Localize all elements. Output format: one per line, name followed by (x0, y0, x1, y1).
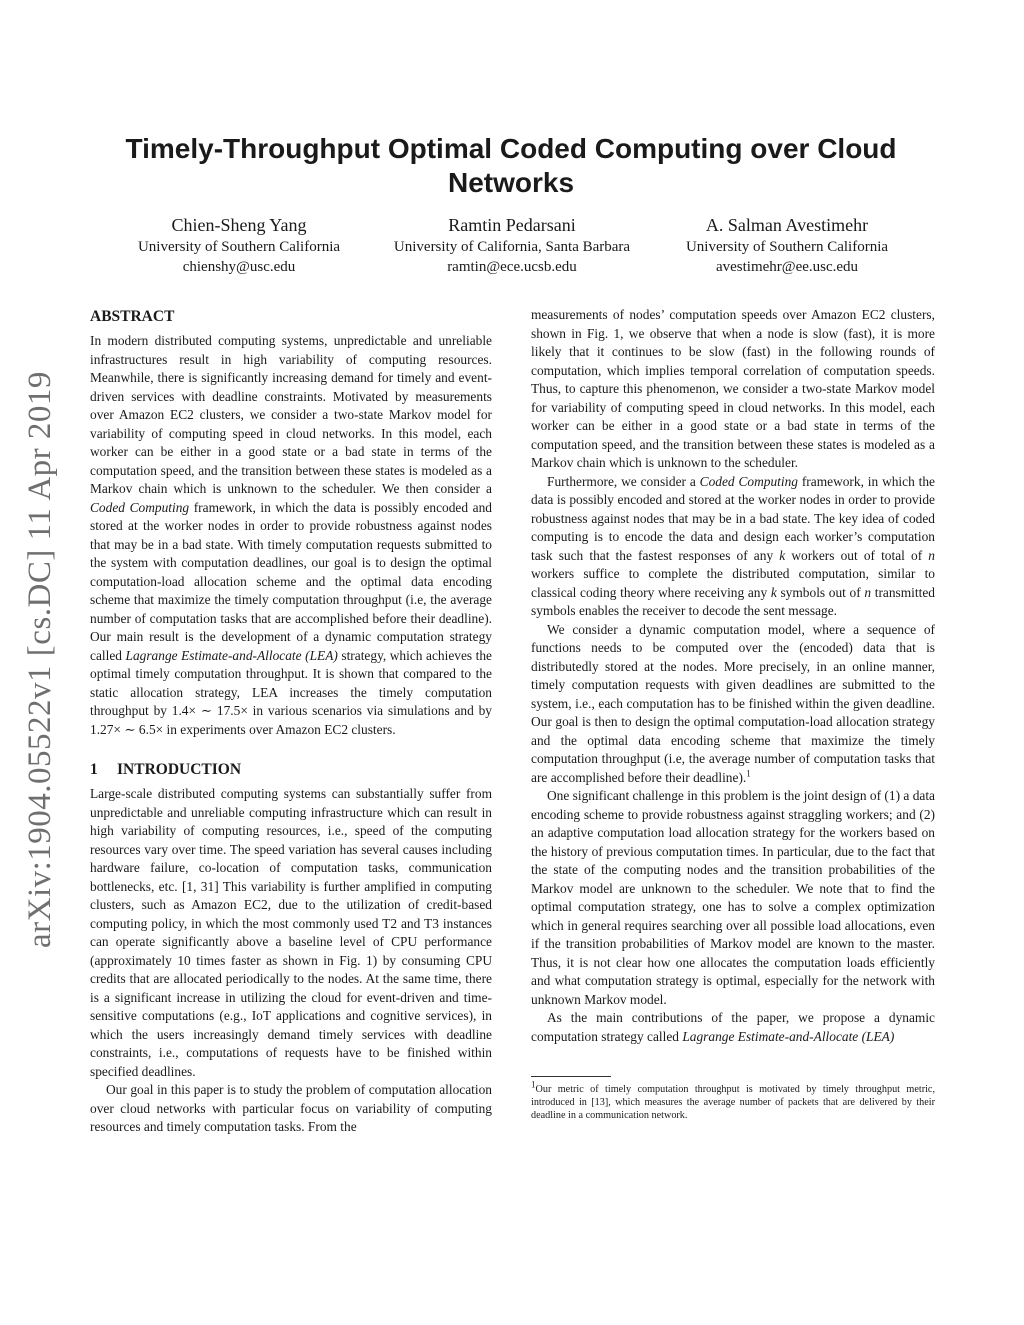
author-name: Chien-Sheng Yang (171, 215, 307, 235)
author-email: avestimehr@ee.usc.edu (715, 259, 859, 275)
body-paragraph: One significant challenge in this problem is the joint design of (1) a data encoding scheme to provide robustness against straggling workers; and (2) an adaptive computation load allocation strategy for the workers based on the history of previous computation times. In particular, due to the fact that the state of the computing nodes and the transition probabilities of the Markov model are unknown to the scheduler. We note that to find the optimal computation strategy, one has to solve a complex optimization which in general requires searching over all possible load allocations, even if the transition probabilities of Markov model are known to the master. Thus, it is not clear how one allocates the computation loads efficiently and what computation strategy is optimal, especially for the network with unknown Markov model. (531, 788, 935, 1007)
author-block (383, 213, 641, 277)
left-column (90, 306, 492, 1137)
body-paragraph: Furthermore, we consider a Coded Computing framework, in which the data is possibly encoded and stored at the worker nodes in order to provide robustness against nodes that may be in a bad state. The key idea of coded computing is to encode the data and design each worker’s computation task such that the fastest responses of any k workers out of total of n workers suffice to complete the distributed computation, similar to classical coding theory where receiving any k symbols out of n transmitted symbols enables the receiver to decode the sent message. (531, 473, 936, 618)
intro-paragraph: Our goal in this paper is to study the problem of computation allocation over cloud networks with particular focus on variability of computing resources and timely computation tasks. From the (90, 1082, 492, 1134)
author-name: A. Salman Avestimehr (705, 215, 869, 235)
body-paragraph: We consider a dynamic computation model, where a sequence of functions needs to be computed over the (encoded) data that is distributedly stored at the nodes. More precisely, in an online manner, timely computation requests with given deadlines are submitted to the system, i.e., each computation has to be finished within the given deadline. Our goal is then to design the optimal computation-load allocation strategy and the optimal data encoding scheme that maximize the timely computation throughput (i.e, the average number of computation tasks that are accomplished before their deadline).$^1$ (531, 621, 935, 785)
footnote-divider (531, 1076, 611, 1077)
paper-title: Timely-Throughput Optimal Coded Computing over Cloud Networks (125, 133, 897, 198)
section-heading-introduction: 1 INTRODUCTION (90, 761, 242, 778)
author-block (110, 213, 368, 277)
author-block (656, 213, 918, 277)
author-email: chienshy@usc.edu (182, 259, 296, 275)
author-affiliation: University of Southern California (137, 239, 341, 255)
author-affiliation: University of Southern California (685, 239, 889, 255)
arxiv-identifier: arXiv:1904.05522v1 [cs.DC] 11 Apr 2019 (22, 371, 58, 949)
footnote-ref: 1 (746, 768, 751, 779)
body-paragraph: As the main contributions of the paper, we propose a dynamic computation strategy called Lagrange Estimate-and-Allocate (LEA) (531, 1010, 935, 1044)
body-paragraph: measurements of nodes’ computation speeds over Amazon EC2 clusters, shown in Fig. 1, we observe that when a node is slow (fast), it is more likely that it continues to be slow (fast) in the following rounds of computation, which implies temporal correlation of computation speeds. Thus, to capture this phenomenon, we consider a two-state Markov model for variability of computing speed in cloud networks. In this model, each worker can be either in a good state or a bad state in terms of the computation speed, and the transition between these states is modeled as a Markov chain which is unknown to the scheduler. (531, 307, 935, 470)
intro-paragraph: Large-scale distributed computing systems can substantially suffer from unpredictable and unreliable computing infrastructure which can result in high variability of computing resources, i.e., speed of the computing resources vary over time. The speed variation has several causes including hardware failure, co-location of computation tasks, communication bottlenecks, etc. [1, 31] This variability is further amplified in computing clusters, such as Amazon EC2, due to the utilization of credit-based computing policy, in which the most commonly used T2 and T3 instances can operate significantly above a baseline level of CPU performance (approximately 10 times faster as shown in Fig. 1) by consuming CPU credits that are allocated periodically to the nodes. At the same time, there is a significant increase in utilizing the cloud for event-driven and time-sensitive computations (e.g., IoT applications and cognitive services), in which the users increasingly demand timely services with deadline constraints, i.e., computations of requests have to be finished within specified deadlines. (90, 786, 492, 1079)
author-name: Ramtin Pedarsani (448, 215, 576, 235)
abstract-heading: ABSTRACT (90, 308, 175, 325)
abstract-text: In modern distributed computing systems, unpredictable and unreliable infrastructures result in high variability of computing resources. Meanwhile, there is significantly increasing demand for timely and event-driven services with deadline constraints. Motivated by measurements over Amazon EC2 clusters, we consider a two-state Markov model for variability of computing speed in cloud networks. In this model, each worker can be either in a good state or a bad state in terms of the computation speed, and the transition between these states is modeled as a Markov chain which is unknown to the scheduler. We then consider a Coded Computing framework, in which the data is possibly encoded and stored at the worker nodes in order to provide robustness against nodes that may be in a bad state. With timely computation requests submitted to the system with computation deadlines, our goal is to design the optimal computation-load allocation scheme and the optimal data encoding scheme that maximize the timely computation throughput (i.e, the average number of computation tasks that are accomplished before their deadline). Our main result is the development of a dynamic computation strategy called Lagrange Estimate-and-Allocate (LEA) strategy, which achieves the optimal timely computation throughput. It is shown that compared to the static allocation strategy, LEA increases the timely computation throughput by 1.4× ∼ 17.5× in various scenarios via simulations and by 1.27× ∼ 6.5× in experiments over Amazon EC2 clusters. (90, 333, 492, 737)
right-column (531, 306, 935, 1122)
author-affiliation: University of California, Santa Barbara (393, 239, 631, 255)
author-email: ramtin@ece.ucsb.edu (447, 259, 577, 275)
footnote: $^1$Our metric of timely computation throughput is motivated by timely throughput metric, introduced in [13], which measures the average number of packets that are delivered by their deadline in a communication network. (531, 1079, 935, 1121)
